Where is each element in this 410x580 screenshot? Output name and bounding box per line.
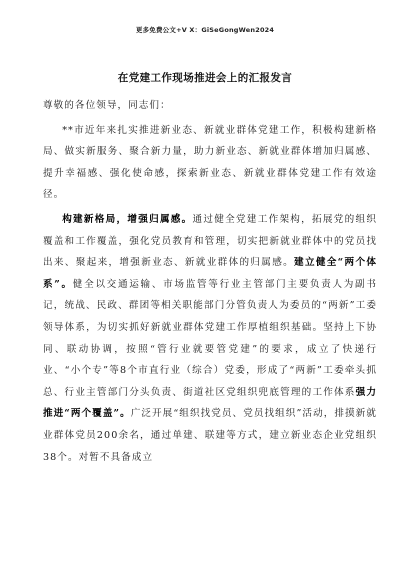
section-text-two-coverages: 广泛开展“组织找党员、党员找组织”活动，排摸新就业群体党员200余名，通过单建、联建等方式，建立新业态企业党组织38个。对暂不具备成立 (43, 408, 377, 463)
document-body (43, 95, 377, 468)
section-text-new-pattern: 通过健全党建工作架构，拓展党的组织覆盖和工作覆盖，强化党员教育和管理，切实把新就业群体中的党员找出来、聚起来，增强新业态、新就业群体的归属感。 (43, 213, 377, 269)
document-title: 在党建工作现场推进会上的汇报发言 (117, 72, 293, 84)
header-note: 更多免费公文+V X：GiSeGongWen2024 (135, 26, 275, 34)
section-heading-two-coverages: 强力推进“两个覆盖”。 (43, 386, 378, 420)
paragraph-new-pattern (43, 209, 377, 468)
section-heading-two-systems: 建立健全“两个体系”。 (43, 257, 377, 290)
section-text-two-systems: 健全以交通运输、市场监管等行业主管部门主要负责人为副书记，统战、民政、群团等相关职能部门分管负责人为委员的“两新”工委领导体系，为切实抓好新就业群体党建工作厚植组织基础。坚持上下协同、联动协调，按照“管行业就要管党建”的要求，成立了快递行业、“小个专”等8个市直行业（综合）党委，形成了“两新”工委牵头抓总、行业主管部门分头负责、街道社区党组织兜底管理的工作体系 (43, 278, 377, 398)
section-heading-new-pattern: 构建新格局，增强归属感。 (62, 213, 193, 225)
paragraph-intro: **市近年来扎实推进新业态、新就业群体党建工作，积极构建新格局、做实新服务、聚合新力量，助力新业态、新就业群体增加归属感、提升幸福感、强化使命感，探索新业态、新就业群体党建工作有效途径。 (43, 124, 377, 201)
salutation: 尊敬的各位领导，同志们： (43, 100, 171, 111)
